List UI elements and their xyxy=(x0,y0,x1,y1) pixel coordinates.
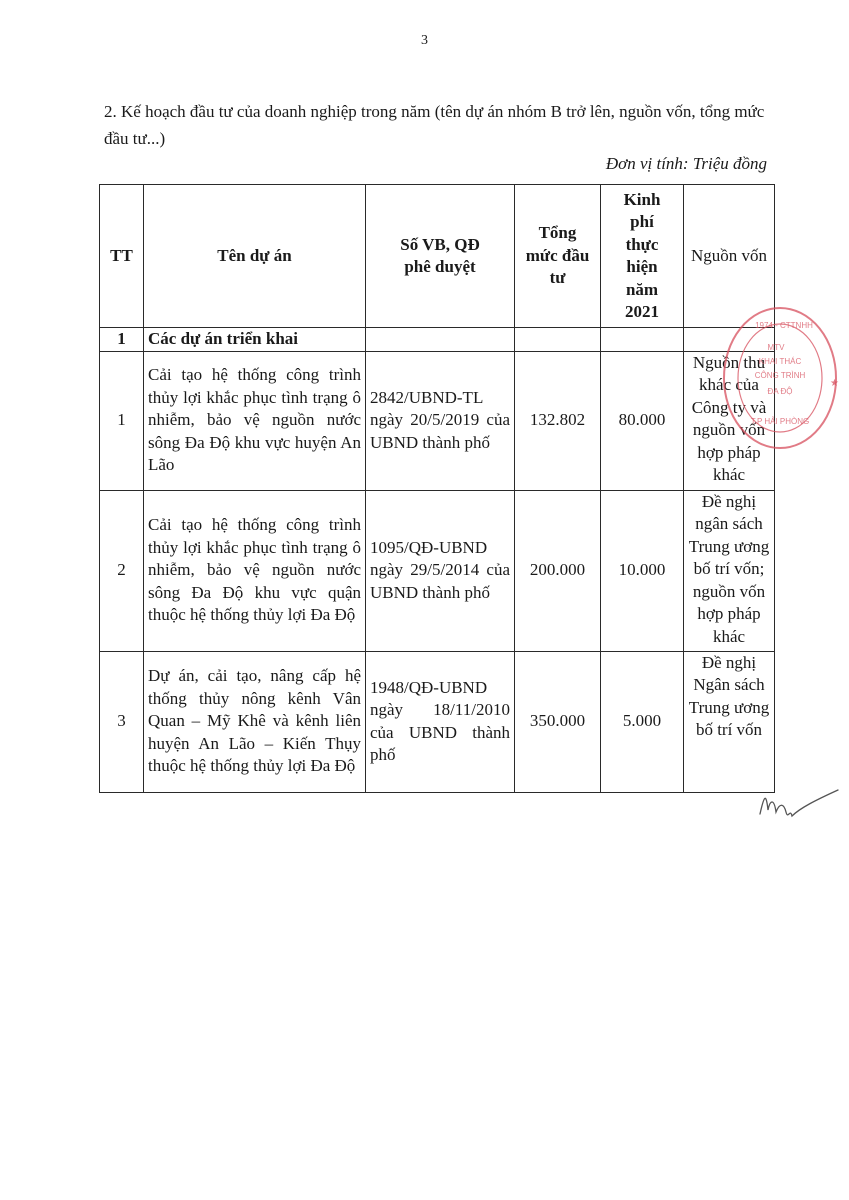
row-number: 1 xyxy=(100,351,144,490)
total-investment: 132.802 xyxy=(515,351,601,490)
stamp-star-icon: ★ xyxy=(830,378,839,389)
table-row xyxy=(100,490,775,651)
funding-source: Đề nghị Ngân sách Trung ương bố trí vốn xyxy=(684,651,775,792)
investment-plan-table xyxy=(99,184,775,793)
table-row xyxy=(100,651,775,792)
header-tt: TT xyxy=(100,185,144,328)
header-total-investment: Tổng mức đầu tư xyxy=(515,185,601,328)
project-name: Cải tạo hệ thống công trình thủy lợi khắc phục tình trạng ô nhiễm, bảo vệ nguồn nước sông Đa Độ khu vực quận thuộc hệ thống thủy lợi Đa Độ xyxy=(144,490,366,651)
empty-cell xyxy=(515,328,601,352)
group-row xyxy=(100,328,775,352)
section-intro: 2. Kế hoạch đầu tư của doanh nghiệp trong năm (tên dự án nhóm B trở lên, nguồn vốn, tổng mức đầu tư...) xyxy=(104,102,765,148)
funding-source: Nguồn thu khác của Công ty và nguồn vốn hợp pháp khác xyxy=(684,351,775,490)
project-name: Dự án, cải tạo, nâng cấp hệ thống thủy nông kênh Vân Quan – Mỹ Khê và kênh liên huyện An Lão – Kiến Thụy thuộc hệ thống thủy lợi Đa Độ xyxy=(144,651,366,792)
approval-doc: 1095/QĐ-UBND ngày 29/5/2014 của UBND thành phố xyxy=(366,490,515,651)
page-number: 3 xyxy=(421,33,428,48)
stamp-text-mid3: CÔNG TRÌNH xyxy=(754,371,806,380)
header-project-name: Tên dự án xyxy=(144,185,366,328)
empty-cell xyxy=(601,328,684,352)
header-funding-source: Nguồn vốn xyxy=(684,185,775,328)
group-number: 1 xyxy=(100,328,144,352)
stamp-text-top: 1974 - CTTNHH xyxy=(755,321,813,330)
unit-note: Đơn vị tính: Triệu đồng xyxy=(605,154,767,173)
project-name: Cải tạo hệ thống công trình thủy lợi khắc phục tình trạng ô nhiễm, bảo vệ nguồn nước sông Đa Độ khu vực huyện An Lão xyxy=(144,351,366,490)
stamp-text-mid2: KHAI THÁC xyxy=(758,357,802,366)
approval-doc: 2842/UBND-TL ngày 20/5/2019 của UBND thành phố xyxy=(366,351,515,490)
stamp-text-bottom: T.P HẢI PHÒNG xyxy=(750,417,810,426)
row-number: 3 xyxy=(100,651,144,792)
header-approval-doc: Số VB, QĐ phê duyệt xyxy=(366,185,515,328)
table-row xyxy=(100,351,775,490)
row-number: 2 xyxy=(100,490,144,651)
total-investment: 350.000 xyxy=(515,651,601,792)
header-cost-2021: Kinh phí thực hiện năm 2021 xyxy=(601,185,684,328)
empty-cell xyxy=(366,328,515,352)
cost-2021: 80.000 xyxy=(601,351,684,490)
signature-mark xyxy=(756,782,840,822)
total-investment: 200.000 xyxy=(515,490,601,651)
table-header-row xyxy=(100,185,775,328)
approval-doc: 1948/QĐ-UBND ngày 18/11/2010 của UBND thành phố xyxy=(366,651,515,792)
stamp-text-mid4: ĐA ĐỘ xyxy=(767,387,793,396)
group-label: Các dự án triển khai xyxy=(144,328,366,352)
empty-cell xyxy=(684,328,775,352)
funding-source: Đề nghị ngân sách Trung ương bố trí vốn; nguồn vốn hợp pháp khác xyxy=(684,490,775,651)
stamp-text-mid1: MTV xyxy=(767,343,785,352)
cost-2021: 5.000 xyxy=(601,651,684,792)
cost-2021: 10.000 xyxy=(601,490,684,651)
